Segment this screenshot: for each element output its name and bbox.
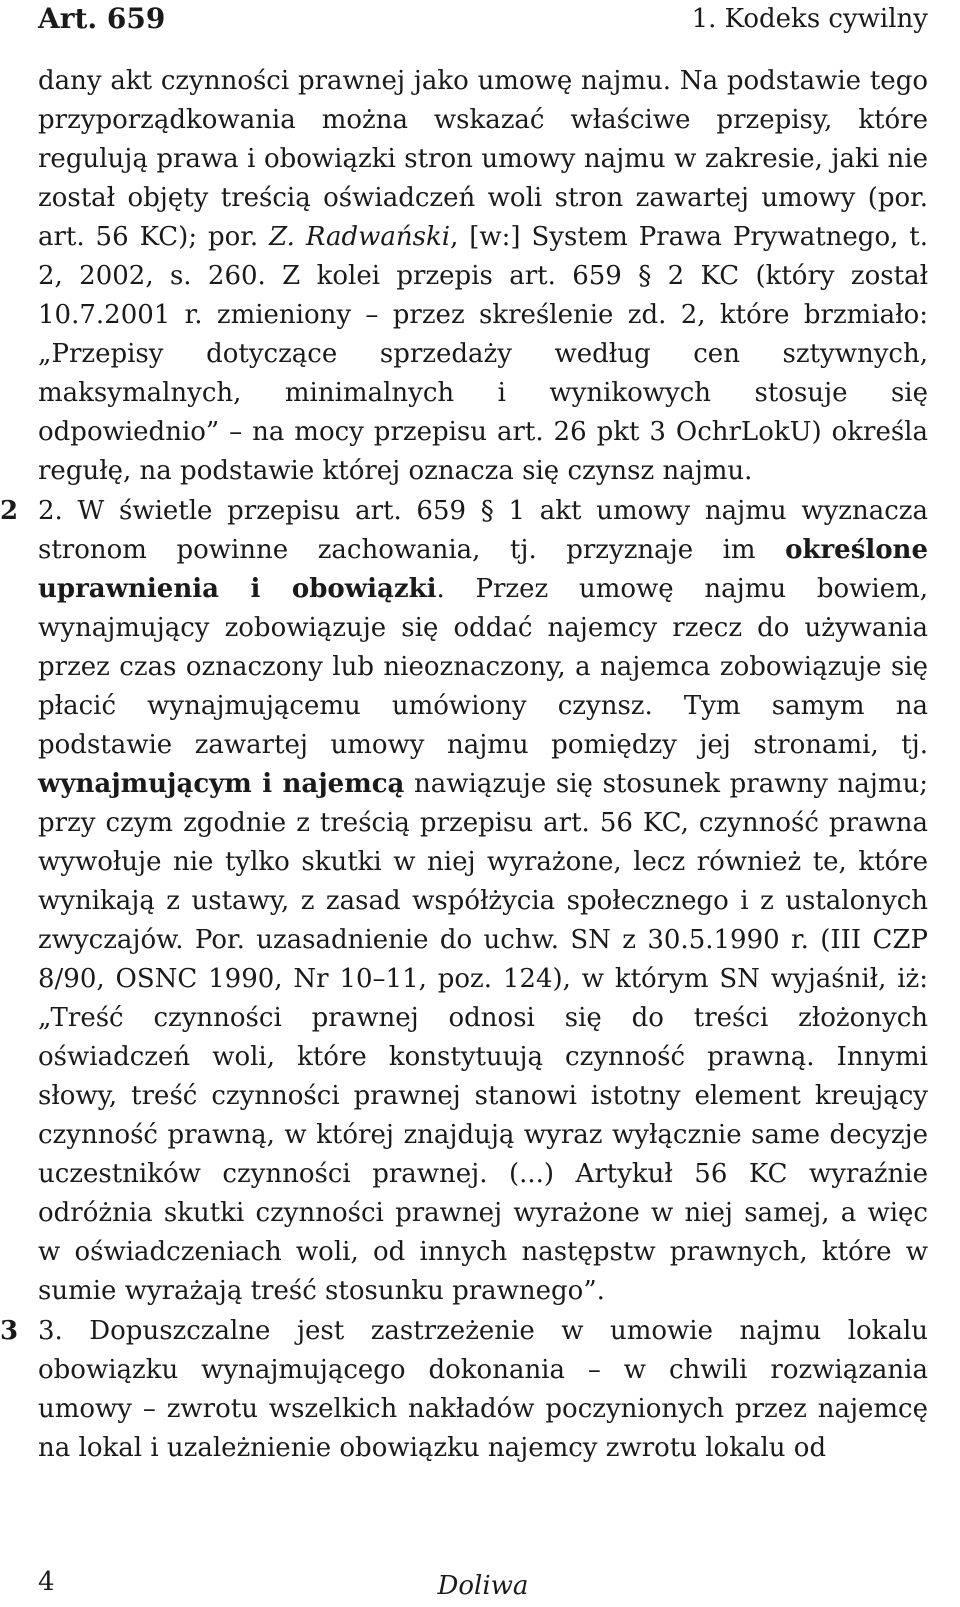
footer-author: Doliwa: [437, 1571, 529, 1601]
page-body: [0, 62, 928, 1468]
paragraph-1: [38, 62, 928, 491]
bold-phrase-parties: wynajmującym i najemcą: [38, 769, 405, 799]
paragraph-1-text-b: , [w:] System Prawa Prywatnego, t. 2, 2002, s. 260. Z kolei przepis art. 659 § 2 KC (który został 10.7.2001 r. zmieniony – przez skreślenie zd. 2, które brzmiało: „Przepisy dotyczące sprzedaży według cen sztywnych, maksymalnych, minimalnych i wynikowych stosuje się odpowiednio” – na mocy przepisu art. 26 pkt 3 OchrLokU) określa regułę, na podstawie której oznacza się czynsz najmu.: [38, 222, 928, 486]
paragraph-3: [0, 1312, 928, 1468]
article-number: Art. 659: [38, 2, 166, 35]
paragraph-2-text-c: nawiązuje się stosunek prawny najmu; przy czym zgodnie z treścią przepisu art. 56 KC, czynność prawna wywołuje nie tylko skutki w niej wyrażone, lecz również te, które wynikają z ustawy, z zasad współżycia społecznego i z ustalonych zwyczajów. Por. uzasadnienie do uchw. SN z 30.5.1990 r. (III CZP 8/90, OSNC 1990, Nr 10–11, poz. 124), w którym SN wyjaśnił, iż: „Treść czynności prawnej odnosi się do treści złożonych oświadczeń woli, które konstytuują czynność prawną. Innymi słowy, treść czynności prawnej stanowi istotny element kreujący czynność prawną, w której znajdują wyraz wyłącznie same decyzje uczestników czynności prawnej. (...) Artykuł 56 KC wyraźnie odróżnia skutki czynności prawnej wyrażone w niej samej, a więc w oświadczeniach woli, od innych następstw prawnych, które w sumie wyrażają treść stosunku prawnego”.: [38, 769, 928, 1306]
paragraph-2-text-b: . Przez umowę najmu bowiem, wynajmujący zobowiązuje się oddać najemcy rzecz do używania przez czas oznaczony lub nieoznaczony, a najemca zobowiązuje się płacić wynajmującemu umówiony czynsz. Tym samym na podstawie zawartej umowy najmu pomiędzy jej stronami, tj.: [38, 574, 928, 760]
margin-number-3: 3: [0, 1316, 19, 1346]
running-header: [38, 0, 928, 40]
paragraph-2-text-a: 2. W świetle przepisu art. 659 § 1 akt umowy najmu wyznacza stronom powinne zachowania, tj. przyznaje im: [38, 496, 928, 565]
paragraph-2: [0, 492, 928, 1311]
bold-phrase-rights: określone uprawnienia i obowiązki: [38, 535, 928, 604]
code-title: 1. Kodeks cywilny: [691, 4, 928, 34]
author-citation: Z. Radwański: [269, 222, 451, 252]
page-footer: [38, 1567, 928, 1607]
paragraph-1-text-a: dany akt czynności prawnej jako umowę najmu. Na podstawie tego przyporządkowania można wskazać właściwe przepisy, które regulują prawa i obowiązki stron umowy najmu w zakresie, jaki nie został objęty treścią oświadczeń woli stron zawartej umowy (por. art. 56 KC); por.: [38, 66, 928, 252]
page-number: 4: [38, 1567, 55, 1597]
paragraph-3-text: 3. Dopuszczalne jest zastrzeżenie w umowie najmu lokalu obowiązku wynajmującego dokonania – w chwili rozwiązania umowy – zwrotu wszelkich nakładów poczynionych przez najemcę na lokal i uzależnienie obowiązku najemcy zwrotu lokalu od: [38, 1316, 928, 1463]
margin-number-2: 2: [0, 496, 19, 526]
